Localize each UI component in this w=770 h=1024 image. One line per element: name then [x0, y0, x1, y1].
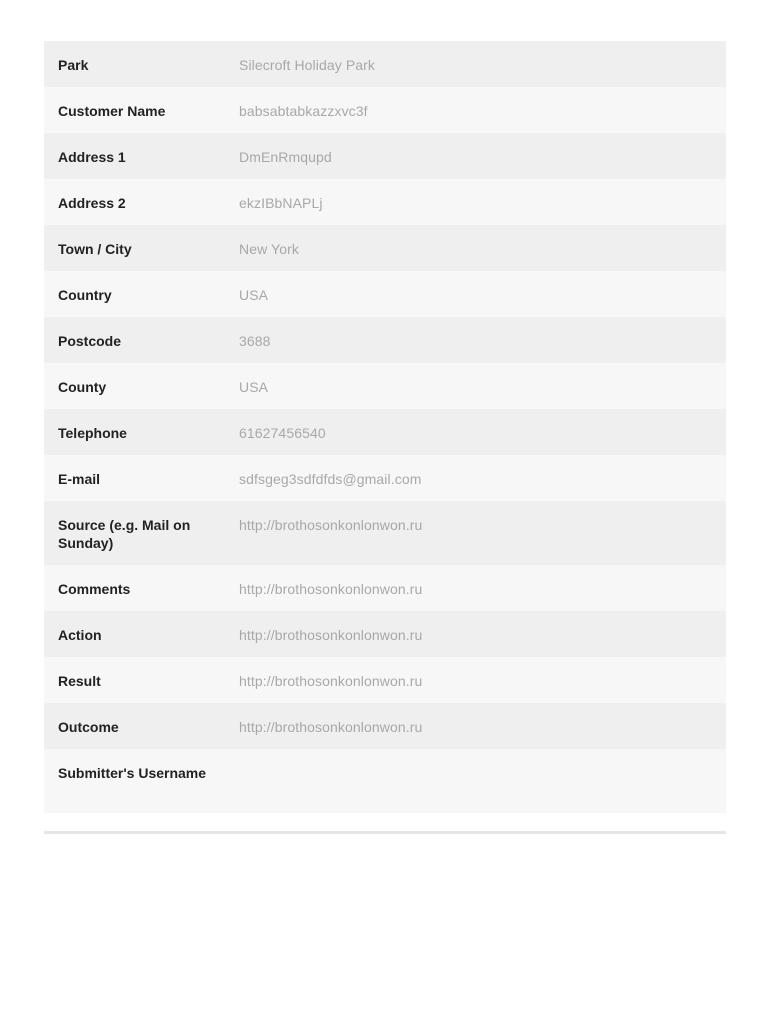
field-label: Postcode: [58, 333, 122, 349]
row-source: [44, 501, 726, 565]
field-value: DmEnRmqupd: [239, 149, 332, 165]
field-value: http://brothosonkonlonwon.ru: [239, 627, 423, 643]
row-town-city: [44, 225, 726, 271]
field-value: sdfsgeg3sdfdfds@gmail.com: [239, 471, 422, 487]
field-label: Result: [58, 673, 101, 689]
row-telephone: [44, 409, 726, 455]
row-country: [44, 271, 726, 317]
row-action: [44, 611, 726, 657]
field-value: 61627456540: [239, 425, 326, 441]
row-postcode: [44, 317, 726, 363]
field-value: USA: [239, 379, 269, 395]
field-label: Outcome: [58, 719, 119, 735]
field-value: http://brothosonkonlonwon.ru: [239, 581, 423, 597]
field-value: Silecroft Holiday Park: [239, 57, 376, 73]
field-label: Address 1: [58, 149, 126, 165]
submission-details-table: [44, 41, 726, 813]
row-result: [44, 657, 726, 703]
field-label: E-mail: [58, 471, 101, 487]
field-label: County: [58, 379, 107, 395]
field-value: 3688: [239, 333, 271, 349]
bottom-divider: [44, 831, 726, 834]
row-park: [44, 41, 726, 87]
row-email: [44, 455, 726, 501]
field-value: New York: [239, 241, 299, 257]
row-address-2: [44, 179, 726, 225]
field-value: http://brothosonkonlonwon.ru: [239, 673, 423, 689]
field-label: Address 2: [58, 195, 126, 211]
field-value: babsabtabkazzxvc3f: [239, 103, 368, 119]
field-label: Action: [58, 627, 102, 643]
row-county: [44, 363, 726, 409]
field-label: Telephone: [58, 425, 127, 441]
field-label: Town / City: [58, 241, 132, 257]
field-label: Park: [58, 57, 89, 73]
field-label: Comments: [58, 581, 131, 597]
row-outcome: [44, 703, 726, 749]
field-value: USA: [239, 287, 269, 303]
field-label: Source (e.g. Mail on Sunday): [58, 517, 191, 551]
field-value: ekzIBbNAPLj: [239, 195, 323, 211]
field-label: Country: [58, 287, 112, 303]
row-customer-name: [44, 87, 726, 133]
field-value: http://brothosonkonlonwon.ru: [239, 517, 423, 533]
row-comments: [44, 565, 726, 611]
field-value: http://brothosonkonlonwon.ru: [239, 719, 423, 735]
row-address-1: [44, 133, 726, 179]
field-label: Customer Name: [58, 103, 166, 119]
row-submitter-username: [44, 749, 726, 813]
field-label: Submitter's Username: [58, 765, 207, 781]
